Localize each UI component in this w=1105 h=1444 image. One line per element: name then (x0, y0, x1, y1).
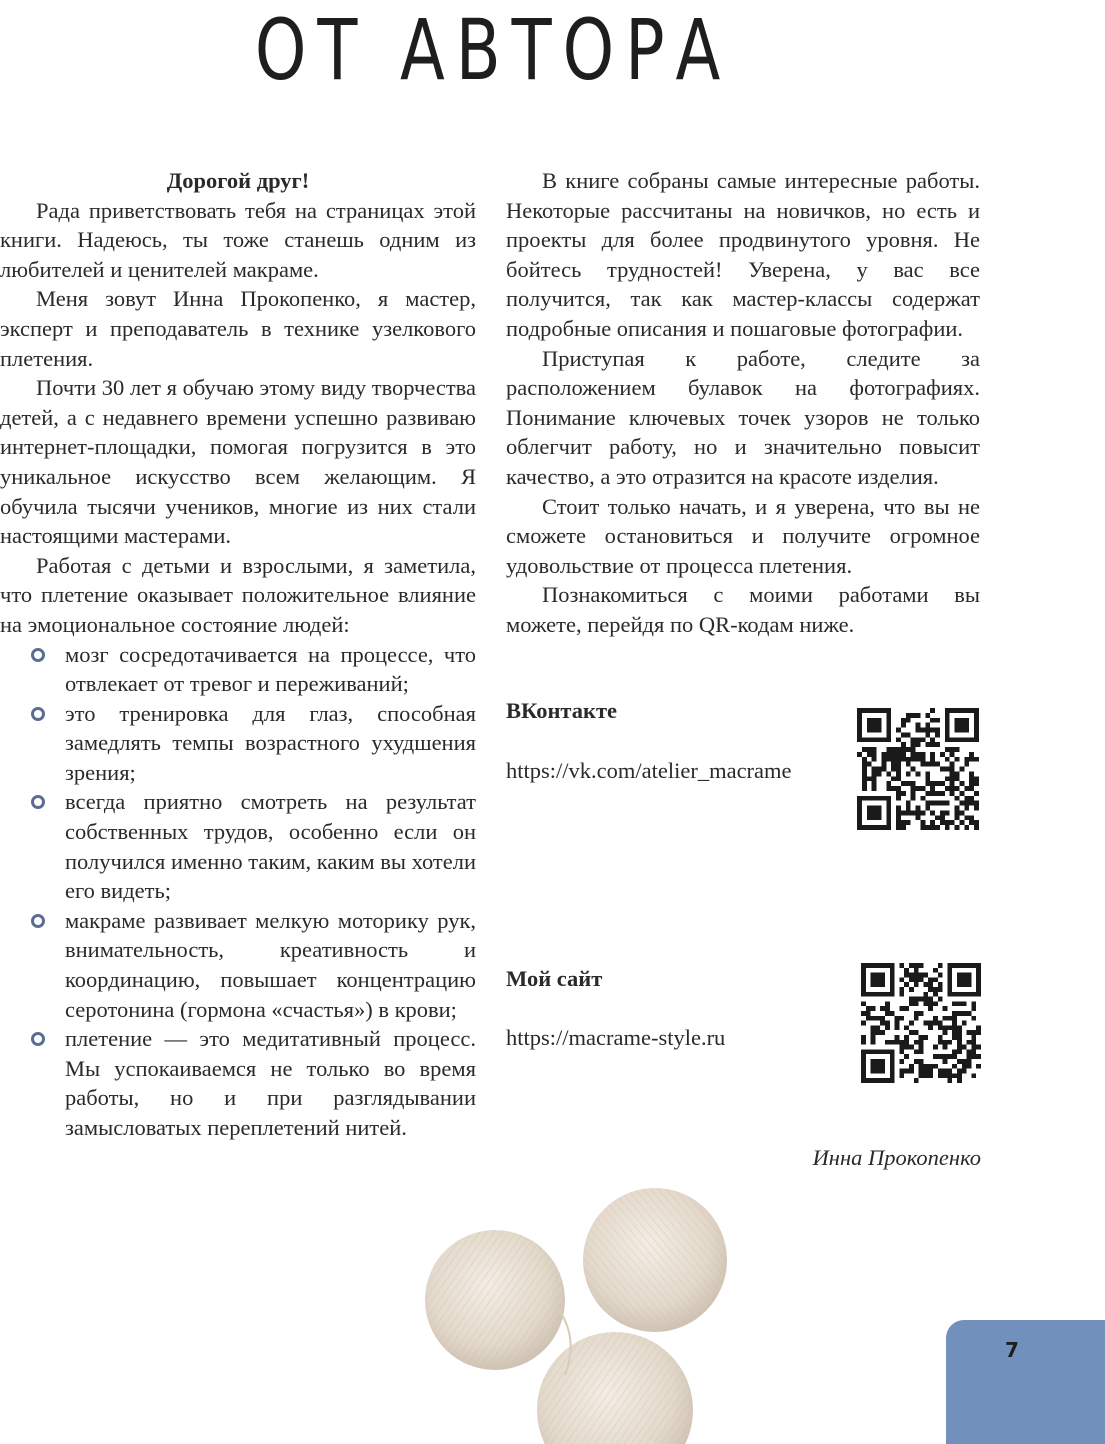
paragraph: Стоит только начать, и я уверена, что вы не сможете остановиться и получите огромное удовольствие от процесса плетения. (506, 493, 980, 578)
bullet-icon (31, 1032, 45, 1046)
list-item: всегда приятно смотреть на результат собственных трудов, особенно если он получился именно таким, каким вы хотели его видеть; (0, 787, 476, 905)
right-column (506, 166, 980, 640)
paragraph: Работая с детьми и взрослыми, я заметила, что плетение оказывает положительное влияние на эмоциональное состояние людей: (0, 552, 476, 637)
vk-link[interactable]: https://vk.com/atelier_macrame (506, 758, 792, 783)
greeting: Дорогой друг! (166, 168, 310, 193)
benefits-list (0, 640, 476, 1143)
paragraph: Меня зовут Инна Прокопенко, я мастер, эксперт и преподаватель в технике узелкового плетения. (0, 286, 476, 371)
paragraph: Почти 30 лет я обучаю этому виду творчества детей, а с недавнего времени успешно развиваю интернет-площадки, помогая погрузится в это уникальное искусство всем желающим. Я обучила тысячи учеников, многие из них стали настоящими мастерами. (0, 375, 476, 549)
bullet-icon (31, 707, 45, 721)
bullet-icon (31, 648, 45, 662)
list-item: плетение — это медитативный процесс. Мы успокаиваемся не только во время работы, но и при разглядывании замысловатых переплетений нитей. (0, 1024, 476, 1142)
list-item: это тренировка для глаз, способная замедлять темпы возрастного ухудшения зрения; (0, 699, 476, 788)
list-item: макраме развивает мелкую моторику рук, внимательность, креативность и координацию, повышает концентрацию серотонина (гормона «счастья») в крови; (0, 906, 476, 1024)
paragraph: Рада приветствовать тебя на страницах этой книги. Надеюсь, ты тоже станешь одним из любителей и ценителей макраме. (0, 197, 476, 282)
paragraph: Познакомиться с моими работами вы можете, перейдя по QR-кодам ниже. (506, 582, 980, 637)
vk-label: ВКонтакте (506, 698, 617, 723)
page-title: ОТ АВТОРА (254, 1, 732, 99)
bullet-icon (31, 914, 45, 928)
site-qr-code-icon[interactable] (861, 963, 981, 1083)
yarn-balls-image (380, 1175, 800, 1444)
paragraph: Приступая к работе, следите за расположением булавок на фотографиях. Понимание ключевых точек узоров не только облегчит работу, но и значительно повысит качество, а это отразится на красоте изделия. (506, 345, 980, 489)
list-item: мозг сосредотачивается на процессе, что отвлекает от тревог и переживаний; (0, 640, 476, 699)
page-number: 7 (1005, 1338, 1019, 1362)
author-signature: Инна Прокопенко (812, 1145, 981, 1170)
left-column (0, 166, 476, 1143)
page-number-tab (946, 1320, 1105, 1444)
paragraph: В книге собраны самые интересные работы. Некоторые рассчитаны на новичков, но есть и проекты для более продвинутого уровня. Не бойтесь трудностей! Уверена, у вас все получится, так как мастер-классы содержат подробные описания и пошаговые фотографии. (506, 168, 980, 341)
vk-qr-code-icon[interactable] (857, 708, 979, 830)
site-link[interactable]: https://macrame-style.ru (506, 1025, 726, 1050)
bullet-icon (31, 795, 45, 809)
site-label: Мой сайт (506, 966, 603, 991)
